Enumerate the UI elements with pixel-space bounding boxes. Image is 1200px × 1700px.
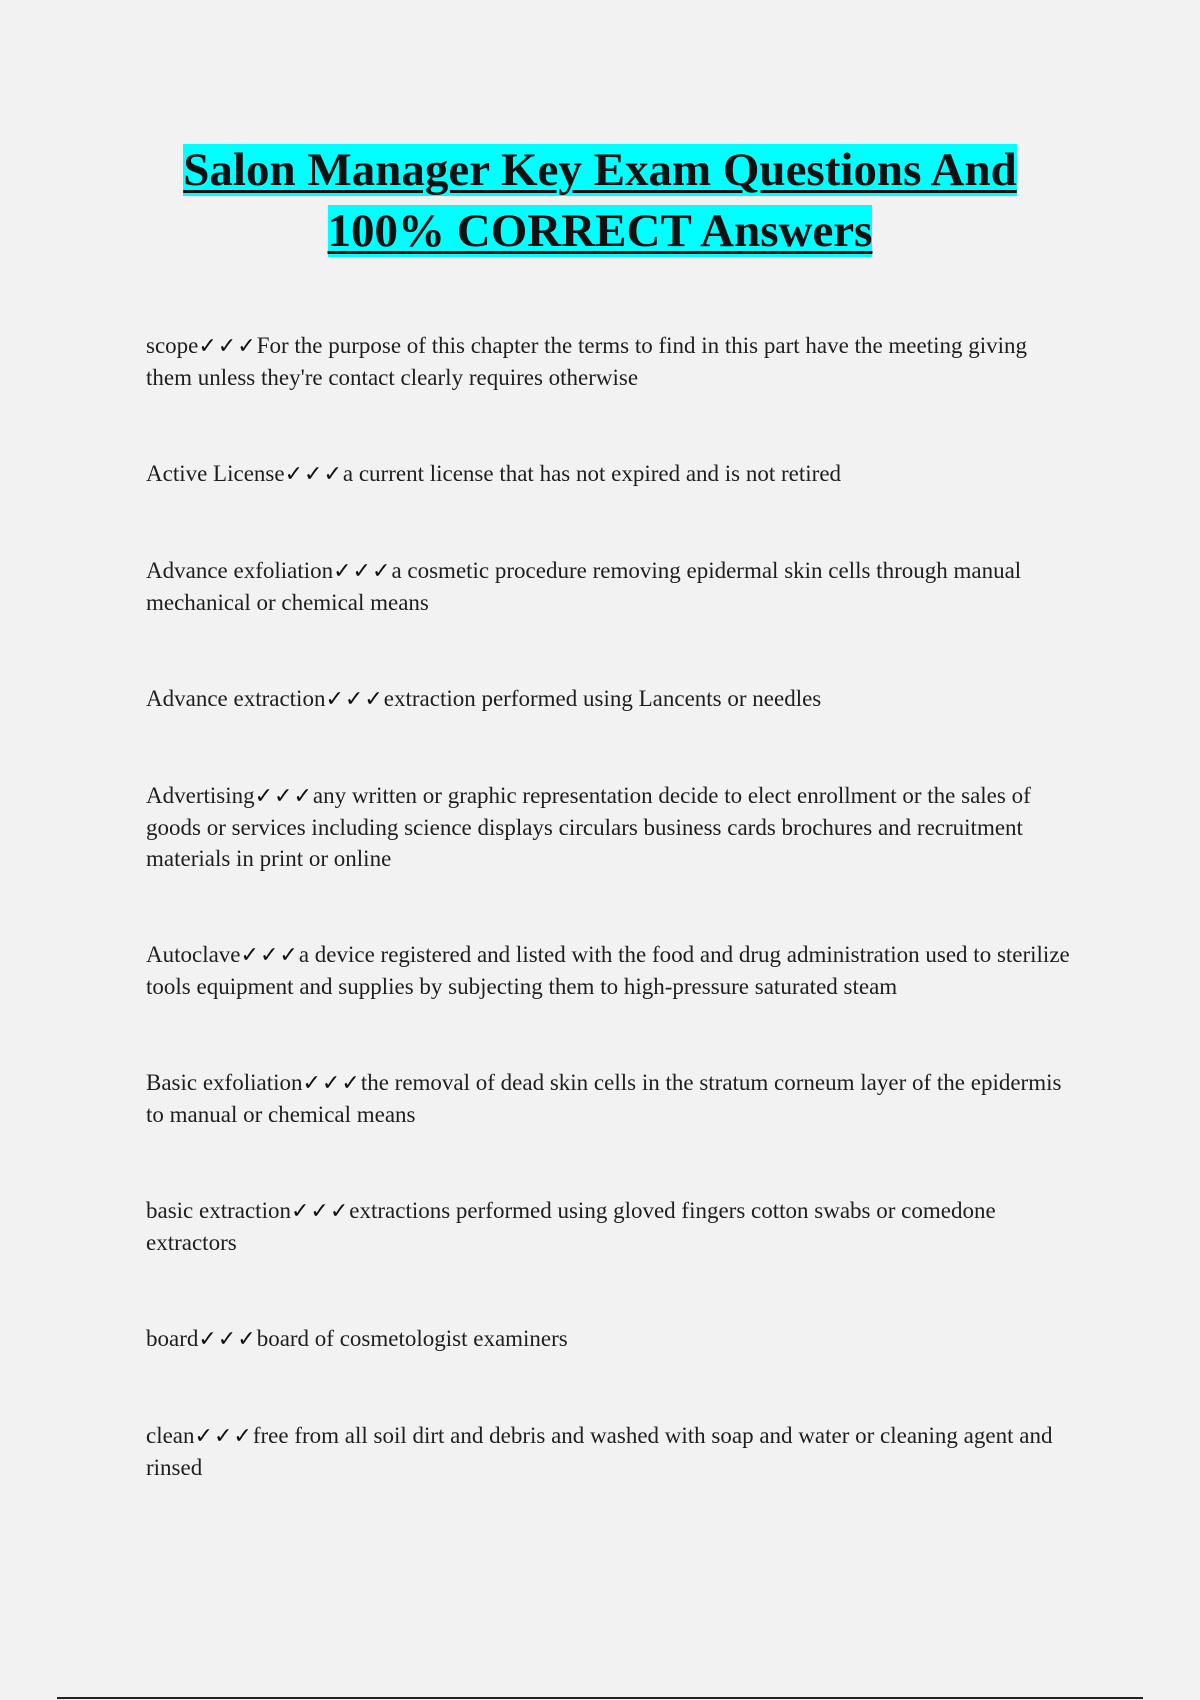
entry-definition: For the purpose of this chapter the terms to find in this part have the meeting giving them unless they're contact clearly requires otherwise — [146, 333, 1028, 390]
check-marks-icon: ✓✓✓ — [194, 1424, 253, 1449]
document-title — [60, 140, 1140, 262]
entry-term: Active License — [146, 461, 285, 486]
entry-definition: extraction performed using Lancents or needles — [383, 686, 822, 711]
entry — [146, 683, 1076, 715]
entry — [146, 1067, 1076, 1130]
entry-term: Basic exfoliation — [146, 1070, 303, 1095]
entry-definition: a cosmetic procedure removing epidermal skin cells through manual mechanical or chemical means — [146, 558, 1022, 615]
check-marks-icon: ✓✓✓ — [254, 784, 313, 809]
title-line-2: 100% CORRECT Answers — [327, 205, 873, 257]
entry-definition: any written or graphic representation decide to elect enrollment or the sales of goods or services including science displays circulars business cards brochures and recruitment materials in print or online — [146, 783, 1031, 871]
entry-term: board — [146, 1326, 199, 1351]
check-marks-icon: ✓✓✓ — [240, 943, 299, 968]
entry-definition: a device registered and listed with the food and drug administration used to sterilize tools equipment and supplies by subjecting them to high-pressure saturated steam — [146, 942, 1070, 999]
entry — [146, 458, 1076, 490]
check-marks-icon: ✓✓✓ — [302, 1071, 361, 1096]
entry-definition: free from all soil dirt and debris and washed with soap and water or cleaning agent and rinsed — [146, 1423, 1053, 1480]
title-line-1: Salon Manager Key Exam Questions And — [183, 144, 1017, 196]
check-marks-icon: ✓✓✓ — [198, 1327, 257, 1352]
entry-definition: board of cosmetologist examiners — [256, 1326, 568, 1351]
entry-definition: the removal of dead skin cells in the stratum corneum layer of the epidermis to manual or chemical means — [146, 1070, 1062, 1127]
check-marks-icon: ✓✓✓ — [290, 1199, 350, 1224]
entry-term: scope — [146, 333, 199, 358]
entry-term: Advance extraction — [146, 686, 326, 711]
entry-term: basic extraction — [146, 1198, 291, 1223]
entry — [146, 330, 1076, 393]
check-marks-icon: ✓✓✓ — [198, 334, 257, 359]
entry-term: Advance exfoliation — [146, 558, 334, 583]
entry — [146, 1195, 1076, 1258]
entry-term: Advertising — [146, 783, 255, 808]
entry — [146, 939, 1076, 1002]
check-marks-icon: ✓✓✓ — [325, 687, 384, 712]
entry-definition: extractions performed using gloved fingers cotton swabs or comedone extractors — [146, 1198, 996, 1255]
entry — [146, 1420, 1076, 1483]
check-marks-icon: ✓✓✓ — [284, 462, 343, 487]
entry — [146, 780, 1076, 874]
footer-divider — [57, 1697, 1143, 1699]
entry — [146, 555, 1076, 618]
entry-list — [146, 330, 1076, 1548]
entry-term: Autoclave — [146, 942, 241, 967]
check-marks-icon: ✓✓✓ — [333, 559, 392, 584]
entry-definition: a current license that has not expired and is not retired — [342, 461, 842, 486]
entry — [146, 1323, 1076, 1355]
entry-term: clean — [146, 1423, 195, 1448]
